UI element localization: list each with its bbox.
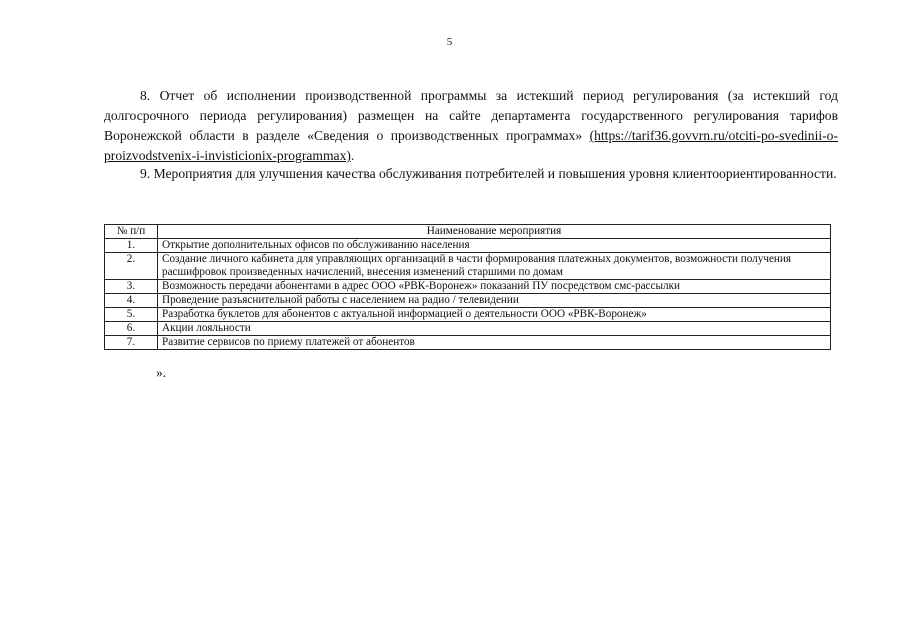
table-row [105,253,831,280]
row-number: 1. [105,239,158,253]
table-row [105,322,831,336]
header-number: № п/п [105,225,158,239]
events-table [104,224,831,350]
row-event-name: Акции лояльности [158,322,831,336]
row-event-name: Открытие дополнительных офисов по обслуживанию населения [158,239,831,253]
table-row [105,308,831,322]
row-event-name: Проведение разъяснительной работы с населением на радио / телевидении [158,294,831,308]
row-number: 2. [105,253,158,280]
paragraph-8 [104,86,838,166]
row-number: 7. [105,336,158,350]
row-number: 3. [105,280,158,294]
tarif-site-link[interactable]: (https://tarif36.govvrn.ru/otciti-po-svedinii-o-proizvodstvenix-i-invisticionix-programmax) [104,128,838,163]
closing-quote-mark: ». [156,365,167,380]
paragraph-8-end: . [350,148,355,163]
table-row [105,336,831,350]
table-header-row [105,225,831,239]
table-row [105,239,831,253]
page-number: 5 [446,36,453,48]
row-number: 4. [105,294,158,308]
row-event-name: Разработка буклетов для абонентов с актуальной информацией о деятельности ООО «РВК-Воронеж» [158,308,831,322]
row-event-name: Создание личного кабинета для управляющих организаций в части формирования платежных документов, возможности получения расшифровок произведенных начислений, внесения изменений старшими по домам [158,253,831,280]
header-event-name: Наименование мероприятия [158,225,831,239]
table-row [105,280,831,294]
table-row [105,294,831,308]
row-event-name: Возможность передачи абонентами в адрес ООО «РВК-Воронеж» показаний ПУ посредством смс-рассылки [158,280,831,294]
paragraph-8-text: 8. Отчет об исполнении производственной программы за истекший период регулирования (за истекший год долгосрочного периода регулирования) размещен на сайте департамента государственного регулирования тарифов Воронежской области в разделе «Сведения о производственных программах» [104,88,838,143]
row-event-name: Развитие сервисов по приему платежей от абонентов [158,336,831,350]
paragraph-9: 9. Мероприятия для улучшения качества обслуживания потребителей и повышения уровня клиентоориентированности. [140,166,837,181]
row-number: 5. [105,308,158,322]
row-number: 6. [105,322,158,336]
